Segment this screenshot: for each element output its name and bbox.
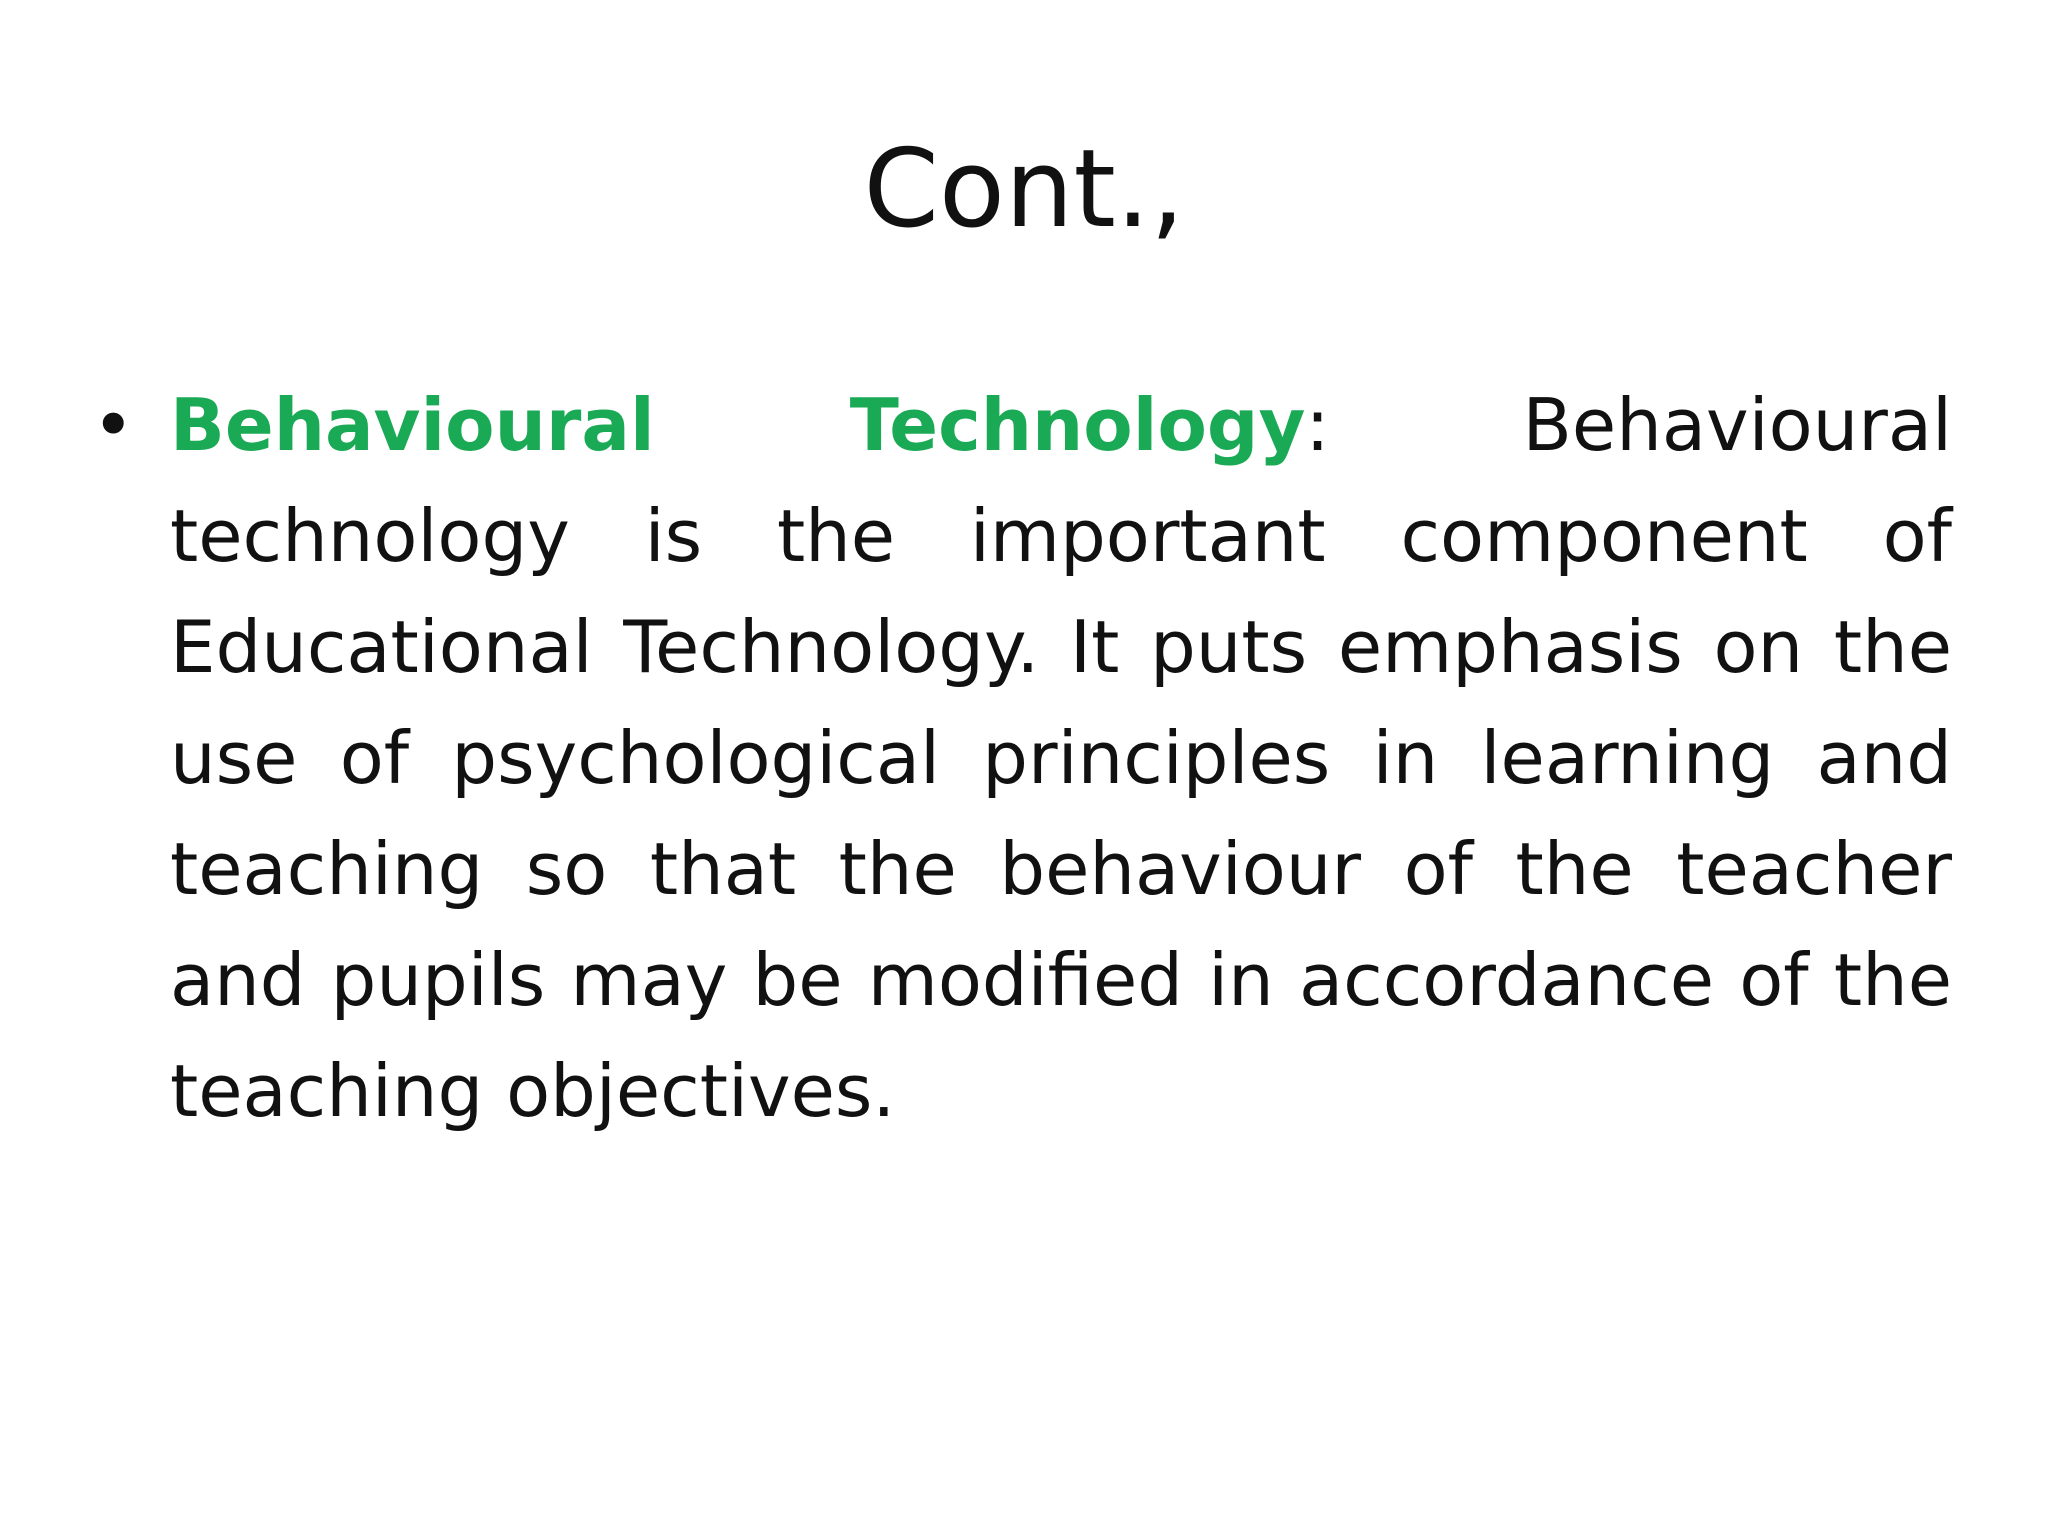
bullet-separator: : (1305, 383, 1330, 467)
slide-title: Cont., (863, 127, 1185, 252)
bullet-list (92, 370, 1952, 1147)
bullet-marker: • (92, 383, 135, 467)
bullet-text: Behavioural technology is the important component of Educational Technology. It puts emphasis on the use of psychological principles in learning and teaching so that the behaviour of the teacher and pupils may be modified in accordance of the teaching objectives. (170, 383, 1953, 1133)
bullet-term: Behavioural Technology (170, 383, 1306, 467)
bullet-item (92, 370, 1952, 1147)
